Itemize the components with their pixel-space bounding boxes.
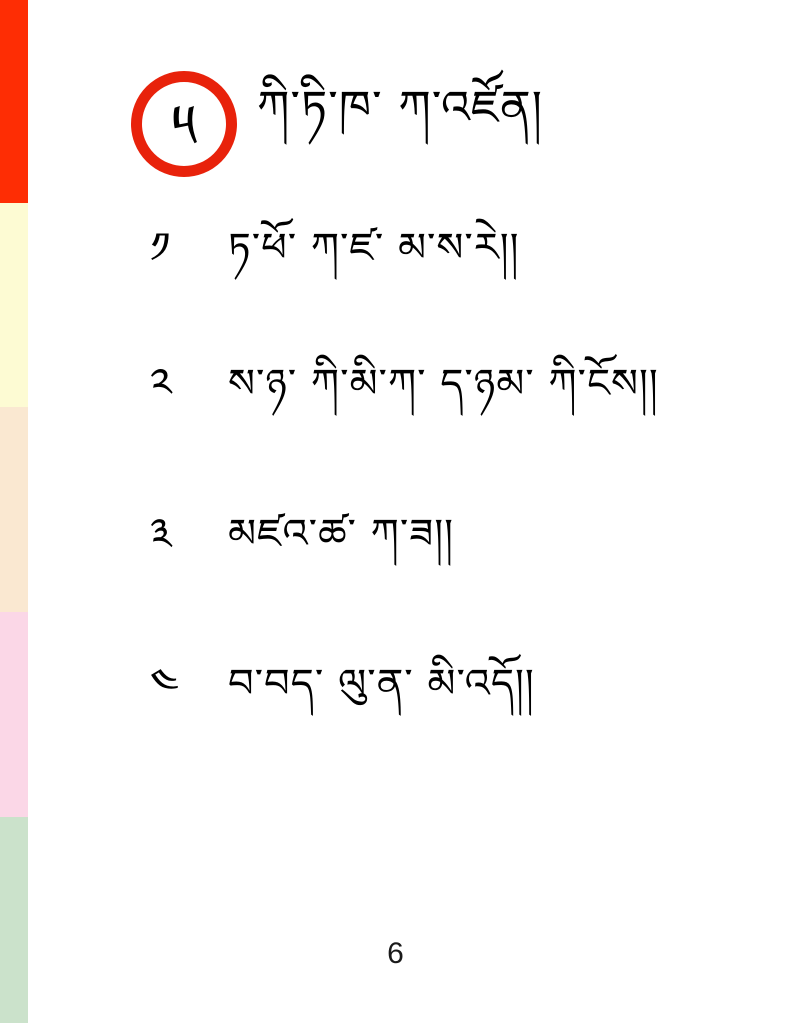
color-band-green [0, 817, 28, 1023]
color-band-pink [0, 612, 28, 817]
line-numeral: ༣ [150, 509, 172, 558]
line-numeral: ༤ [150, 659, 179, 708]
line-text: བ་བད་ ལུ་ན་ མི་འདོ།། [228, 661, 535, 707]
lesson-title: ཀི་ཏི་ཁ་ ཀ་འཛོན། [257, 80, 543, 134]
color-band-red [0, 0, 28, 203]
line-text: ཏ་ཕོ་ ཀ་ཛ་ མ་ས་རེ།། [228, 225, 520, 271]
recitation-line [150, 508, 454, 561]
page-number: 6 [387, 937, 404, 970]
lesson-number-badge [131, 71, 237, 177]
recitation-line [150, 658, 535, 711]
line-text: མཛའ་ཚ་ ཀ་ཟ།། [228, 511, 454, 557]
lesson-number-tibetan-numeral: ༥ [171, 92, 197, 160]
recitation-line [150, 358, 659, 411]
line-text: ས་ཉ་ ཀི་མི་ཀ་ ད་ཉམ་ ཀི་ངོས།། [228, 361, 659, 407]
line-numeral: ༡ [150, 223, 171, 272]
recitation-line [150, 222, 520, 275]
color-band-yellow [0, 203, 28, 407]
line-numeral: ༢ [150, 359, 172, 408]
color-band-peach [0, 407, 28, 612]
